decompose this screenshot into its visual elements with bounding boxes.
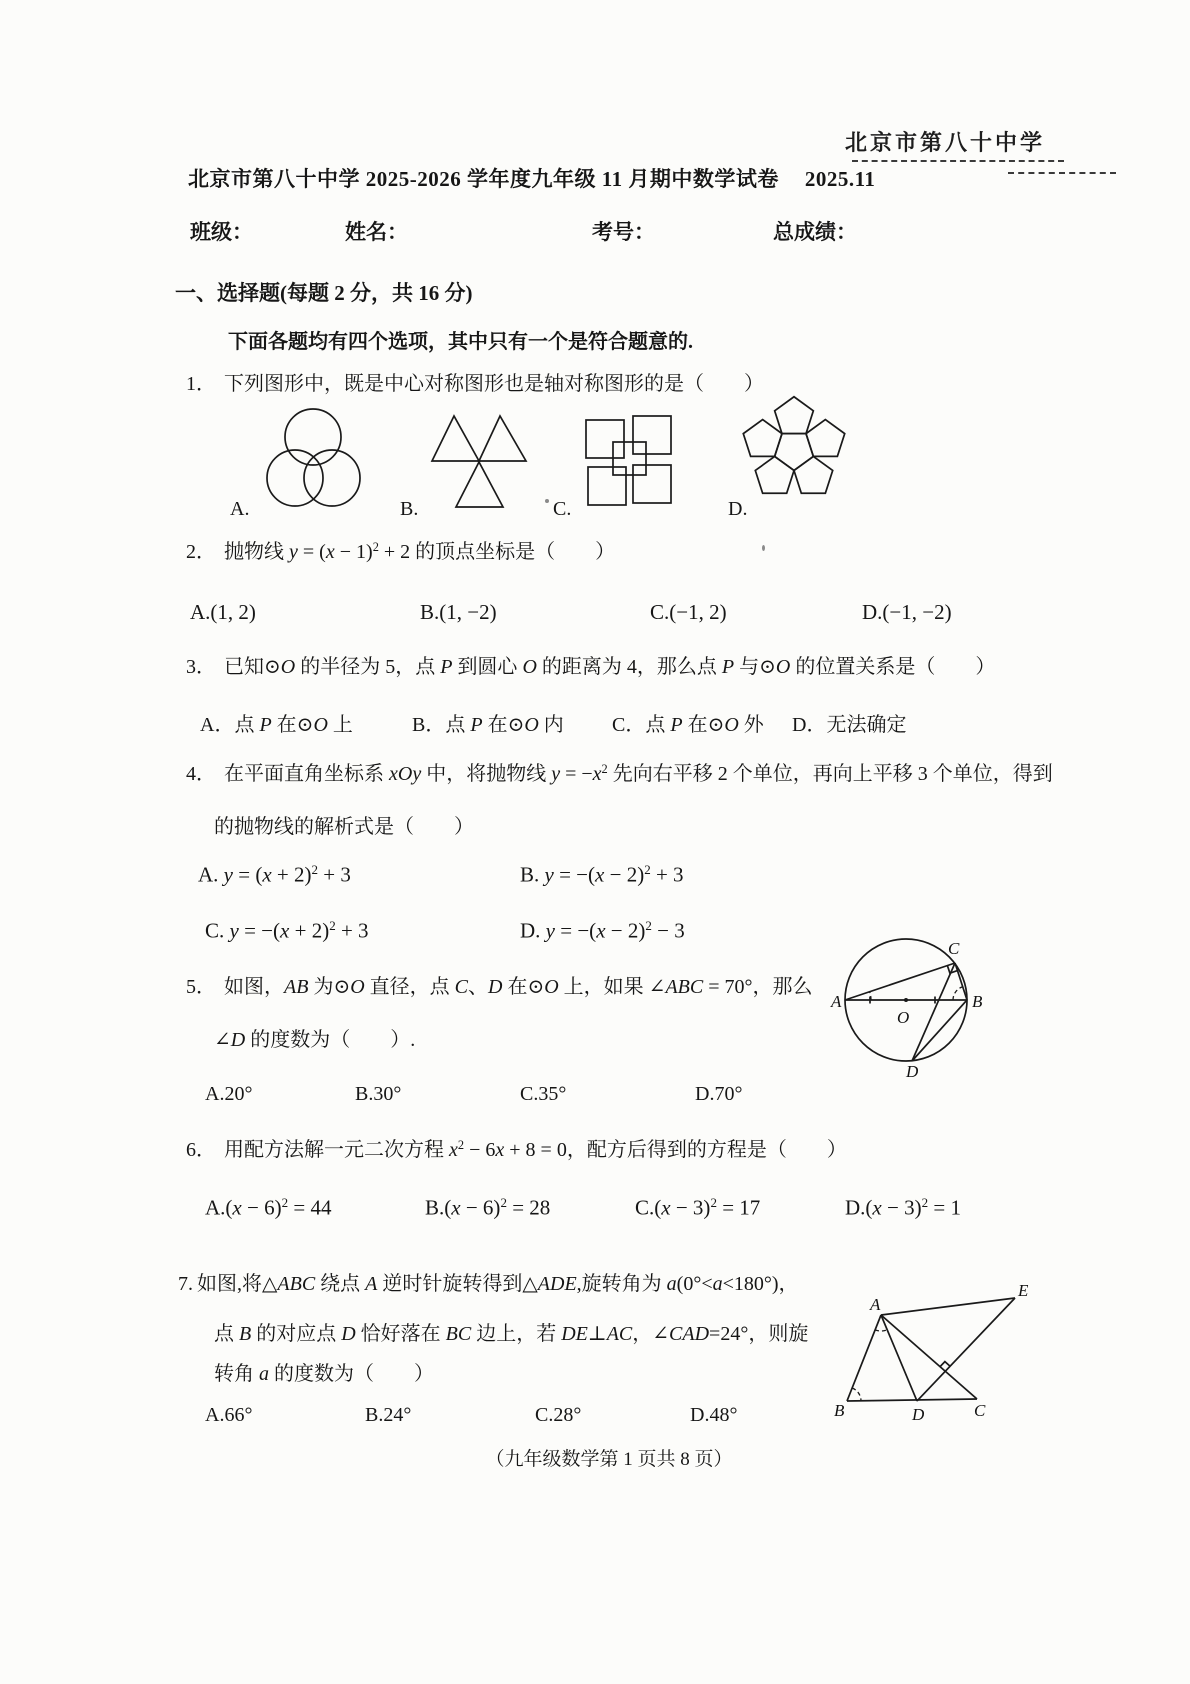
q7-option-a: A.66°	[205, 1404, 253, 1426]
q4-text-1: 在平面直角坐标系 xOy 中，将抛物线 $y = -x^2$ 先向右平移 2 个单位，再向上平移 3 个单位，得到	[224, 762, 1053, 786]
q4-line-1	[186, 762, 1053, 787]
scan-artifact	[762, 545, 765, 551]
field-name-label: 姓名：	[345, 220, 408, 244]
q3-option-b: B．点 P 在⊙O 内	[412, 714, 564, 736]
q3-option-a: A．点 P 在⊙O 上	[200, 714, 353, 736]
q6-line	[186, 1138, 847, 1163]
q2-option-a: A.(1, 2)	[190, 600, 256, 624]
page-title: 北京市第八十中学 2025-2026 学年度九年级 11 月期中数学试卷	[188, 167, 779, 191]
q7-option-c: C.28°	[535, 1404, 582, 1426]
figure-squares	[585, 414, 689, 510]
q3-option-c: C．点 P 在⊙O 外	[612, 714, 764, 736]
figure-circles	[265, 406, 363, 511]
q2-option-c: C.(−1, 2)	[650, 600, 727, 624]
q5-option-b: B.30°	[355, 1083, 402, 1105]
q2-text: 抛物线 $y = (x - 1)^2 + 2$ 的顶点坐标是（ ）	[224, 540, 616, 564]
q4-option-c: C. $y = -(x + 2)^2 + 3$	[205, 918, 369, 943]
rotation-diagram	[828, 1283, 1043, 1428]
q7-number: 7.	[178, 1273, 193, 1295]
q5-label-c: C	[948, 939, 960, 958]
q7-label-b: B	[834, 1401, 845, 1420]
q1-option-label-d: D.	[728, 498, 748, 520]
q2-option-b: B.(1, −2)	[420, 600, 497, 624]
q3-line	[186, 655, 995, 680]
scan-artifact	[545, 499, 549, 503]
q1-option-label-c: C.	[553, 498, 572, 520]
q5-text-2: ∠D 的度数为（ ）.	[214, 1029, 416, 1051]
field-examno-label: 考号：	[592, 220, 655, 244]
q3-number: 3．	[186, 656, 216, 678]
field-class-label: 班级：	[190, 220, 253, 244]
q5-option-a: A.20°	[205, 1083, 253, 1105]
q7-label-c: C	[974, 1401, 986, 1420]
q5-line-1	[186, 975, 813, 1000]
q5-line-2	[214, 1028, 415, 1053]
q2-number: 2．	[186, 541, 216, 564]
q5-option-d: D.70°	[695, 1083, 743, 1105]
title-row	[188, 163, 875, 193]
stamp-underline-2	[1008, 172, 1116, 174]
q2-line	[186, 540, 615, 565]
school-stamp	[845, 126, 1045, 157]
section-note: 下面各题均有四个选项，其中只有一个是符合题意的.	[228, 331, 693, 353]
page-footer: （九年级数学第 1 页共 8 页）	[485, 1449, 733, 1470]
figure-pentagons	[738, 383, 850, 505]
q7-text-1: 如图,将△ABC 绕点 A 逆时针旋转得到△ADE,旋转角为 a(0°<a<180°)，	[197, 1273, 799, 1295]
q4-text-2: 的抛物线的解析式是（ ）	[214, 816, 474, 838]
student-fields-row	[0, 216, 1190, 246]
q1-number: 1．	[186, 373, 216, 395]
q7-label-d: D	[912, 1405, 925, 1424]
field-score-label: 总成绩：	[773, 220, 857, 244]
q4-option-b: B. $y = -(x - 2)^2 + 3$	[520, 862, 684, 887]
q5-number: 5．	[186, 976, 216, 998]
q1-option-label-a: A.	[230, 498, 250, 520]
q5-text-1: 如图，AB 为⊙O 直径，点 C、D 在⊙O 上，如果 ∠ABC = 70°，那么	[224, 976, 813, 998]
figure-triangles	[432, 414, 528, 510]
q6-option-a: $A.(x - 6)^2 = 44$	[205, 1195, 332, 1220]
q7-option-b: B.24°	[365, 1404, 412, 1426]
q6-option-c: $C.(x - 3)^2 = 17$	[635, 1195, 761, 1220]
q5-label-b: B	[972, 992, 983, 1011]
q3-option-d: D．无法确定	[792, 714, 907, 736]
q6-text: 用配方法解一元二次方程 $x^2 - 6x + 8 = 0$，配方后得到的方程是（ ）	[224, 1138, 847, 1162]
q7-label-a: A	[870, 1295, 881, 1314]
q5-option-c: C.35°	[520, 1083, 567, 1105]
school-stamp-text: 北京市第八十中学	[845, 130, 1046, 155]
q2-option-d: D.(−1, −2)	[862, 600, 952, 624]
q3-text: 已知⊙O 的半径为 5，点 P 到圆心 O 的距离为 4，那么点 P 与⊙O 的位置关系是（ ）	[224, 656, 996, 678]
q7-line-3	[214, 1362, 434, 1387]
q6-option-d: $D.(x - 3)^2 = 1$	[845, 1195, 961, 1220]
q7-label-e: E	[1018, 1281, 1029, 1300]
q1-text: 下列图形中，既是中心对称图形也是轴对称图形的是（ ）	[224, 373, 764, 395]
q4-option-a: A. $y = (x + 2)^2 + 3$	[198, 862, 351, 887]
circle-diagram	[830, 930, 990, 1080]
stamp-underline	[852, 160, 1064, 162]
q5-label-a: A	[831, 992, 842, 1011]
q7-option-d: D.48°	[690, 1404, 738, 1426]
q7-text-2: 点 B 的对应点 D 恰好落在 BC 边上，若 DE⊥AC，∠CAD=24°，则旋	[214, 1323, 809, 1345]
q4-number: 4．	[186, 763, 216, 786]
q6-number: 6．	[186, 1139, 216, 1162]
q4-option-d: D. $y = -(x - 2)^2 - 3$	[520, 918, 685, 943]
q7-line-2	[214, 1322, 808, 1347]
q7-text-3: 转角 a 的度数为（ ）	[214, 1363, 434, 1385]
q4-line-2	[214, 815, 474, 840]
q7-line-1	[178, 1272, 799, 1297]
q1-option-label-b: B.	[400, 498, 419, 520]
q5-label-o: O	[897, 1008, 910, 1027]
exam-date: 2025.11	[804, 167, 876, 191]
q1-line	[186, 372, 764, 397]
q5-label-d: D	[906, 1062, 919, 1081]
q6-option-b: $B.(x - 6)^2 = 28$	[425, 1195, 551, 1220]
section-heading: 一、选择题(每题 2 分，共 16 分)	[175, 281, 473, 305]
